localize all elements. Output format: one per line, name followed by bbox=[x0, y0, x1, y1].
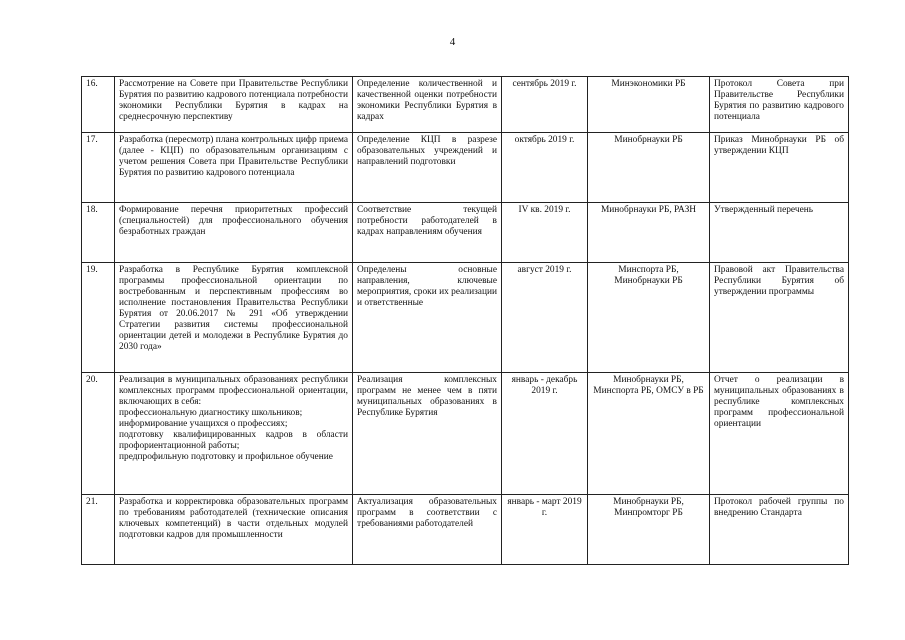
date-cell: январь - декабрь 2019 г. bbox=[502, 373, 588, 495]
action-cell: Разработка в Республике Бурятия комплексной программы профессиональной ориентации по востребованным и перспективным профессиям во исполнение постановления Правительства Республики Бурятия от 20.06.2017 № 291 «Об утверждении Стратегии развития системы профессиональной ориентации детей и молодежи в Республике Бурятия до 2030 года» bbox=[115, 263, 353, 373]
date-cell: январь - март 2019 г. bbox=[502, 495, 588, 565]
action-line: подготовку квалифицированных кадров в области профориентационной работы; bbox=[119, 430, 348, 451]
responsible-cell: Минспорта РБ, Минобрнауки РБ bbox=[588, 263, 710, 373]
result-cell: Определение количественной и качественной оценки потребности экономики Республики Бурятия в кадрах bbox=[353, 77, 502, 133]
responsible-cell: Минобрнауки РБ bbox=[588, 133, 710, 203]
row-number: 19. bbox=[82, 263, 115, 373]
table-row bbox=[82, 495, 849, 565]
responsible-cell: Минобрнауки РБ, РАЗН bbox=[588, 203, 710, 263]
document-cell: Приказ Минобрнауки РБ об утверждении КЦП bbox=[710, 133, 849, 203]
date-cell: октябрь 2019 г. bbox=[502, 133, 588, 203]
document-cell: Утвержденный перечень bbox=[710, 203, 849, 263]
document-cell: Протокол рабочей группы по внедрению Стандарта bbox=[710, 495, 849, 565]
table-row bbox=[82, 77, 849, 133]
result-cell: Определение КЦП в разрезе образовательных учреждений и направлений подготовки bbox=[353, 133, 502, 203]
table-row bbox=[82, 373, 849, 495]
action-cell: Рассмотрение на Совете при Правительстве Республики Бурятия по развитию кадрового потенциала потребности экономики Республики Бурятия в кадрах на среднесрочную перспективу bbox=[115, 77, 353, 133]
row-number: 21. bbox=[82, 495, 115, 565]
table-row bbox=[82, 133, 849, 203]
result-cell: Соответствие текущей потребности работодателей в кадрах направлениям обучения bbox=[353, 203, 502, 263]
document-cell: Протокол Совета при Правительстве Республики Бурятия по развитию кадрового потенциала bbox=[710, 77, 849, 133]
action-cell: Разработка (пересмотр) плана контрольных цифр приема (далее - КЦП) по образовательным организациям с учетом решения Совета при Правительстве Республики Бурятия по развитию кадрового потенциала bbox=[115, 133, 353, 203]
responsible-cell: Минобрнауки РБ, Минпромторг РБ bbox=[588, 495, 710, 565]
row-number: 20. bbox=[82, 373, 115, 495]
table-row bbox=[82, 263, 849, 373]
row-number: 18. bbox=[82, 203, 115, 263]
document-cell: Правовой акт Правительства Республики Бурятия об утверждении программы bbox=[710, 263, 849, 373]
responsible-cell: Минэкономики РБ bbox=[588, 77, 710, 133]
date-cell: сентябрь 2019 г. bbox=[502, 77, 588, 133]
action-cell: Формирование перечня приоритетных профессий (специальностей) для профессионального обучения безработных граждан bbox=[115, 203, 353, 263]
page-number: 4 bbox=[449, 36, 456, 48]
action-cell: Разработка и корректировка образовательных программ по требованиям работодателей (технические описания ключевых компетенций) в части отдельных модулей подготовки кадров для промышленности bbox=[115, 495, 353, 565]
responsible-cell: Минобрнауки РБ, Минспорта РБ, ОМСУ в РБ bbox=[588, 373, 710, 495]
action-cell bbox=[115, 373, 353, 495]
action-plan-table bbox=[81, 76, 849, 565]
result-cell: Определены основные направления, ключевые мероприятия, сроки их реализации и ответственные bbox=[353, 263, 502, 373]
result-cell: Реализация комплексных программ не менее чем в пяти муниципальных образованиях в Республике Бурятия bbox=[353, 373, 502, 495]
result-cell: Актуализация образовательных программ в соответствии с требованиями работодателей bbox=[353, 495, 502, 565]
action-line: информирование учащихся о профессиях; bbox=[119, 419, 288, 429]
document-cell: Отчет о реализации в муниципальных образованиях в республике комплексных программ профессиональной ориентации bbox=[710, 373, 849, 495]
row-number: 17. bbox=[82, 133, 115, 203]
table-row bbox=[82, 203, 849, 263]
row-number: 16. bbox=[82, 77, 115, 133]
action-line: предпрофильную подготовку и профильное обучение bbox=[119, 452, 333, 462]
date-cell: август 2019 г. bbox=[502, 263, 588, 373]
action-line: профессиональную диагностику школьников; bbox=[119, 408, 303, 418]
date-cell: IV кв. 2019 г. bbox=[502, 203, 588, 263]
action-line: Реализация в муниципальных образованиях республики комплексных программ профессиональной ориентации, включающих в себя: bbox=[119, 375, 348, 407]
